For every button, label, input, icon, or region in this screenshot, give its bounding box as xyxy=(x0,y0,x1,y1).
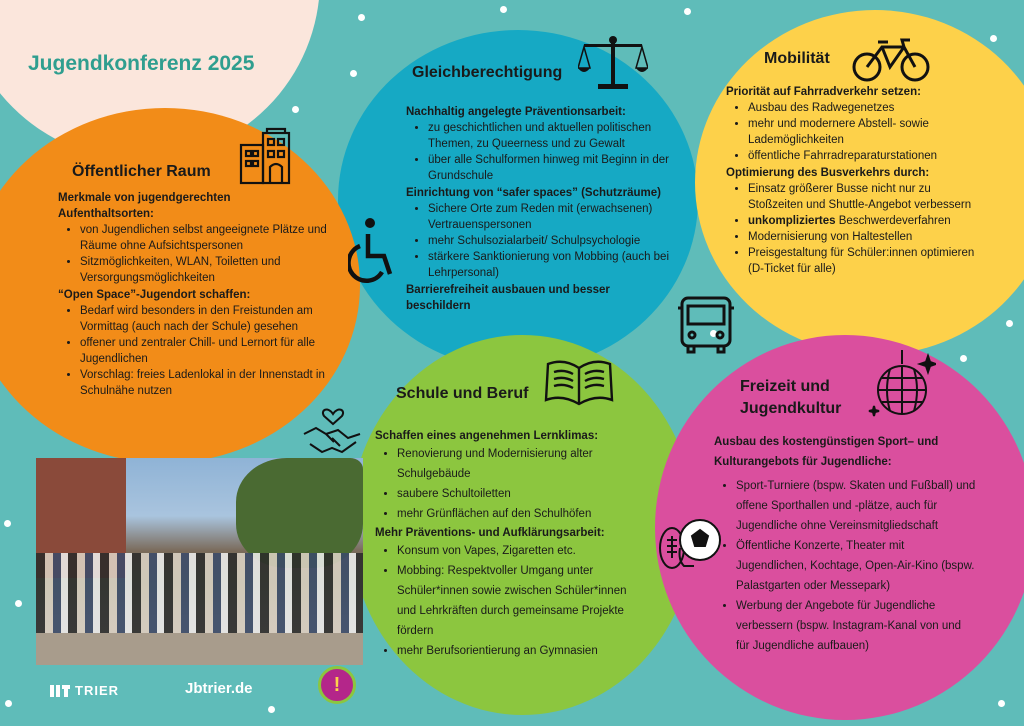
jugendbeirat-badge xyxy=(318,666,356,704)
dot xyxy=(358,14,365,21)
heading: Mehr Präventions- und Aufklärungsarbeit: xyxy=(375,527,605,539)
list-item: • Werbung der Angebote für Jugendliche verbessern (bspw. Instagram-Kanal von und für Jugendliche aufbauen) xyxy=(736,596,976,656)
trier-logo-mark-icon xyxy=(50,685,70,697)
panel-mobilitaet xyxy=(726,84,988,278)
trier-logo-text: TRIER xyxy=(75,683,119,698)
heading: Merkmale von jugendgerechten Aufenthaltsorten: xyxy=(58,192,231,220)
panel-gleichberechtigung xyxy=(406,104,698,314)
heading: Barrierefreiheit ausbauen und besser beschildern xyxy=(406,284,610,312)
list-item: • öffentliche Fahrradreparaturstationen xyxy=(748,148,988,164)
handshake-icon xyxy=(302,400,364,456)
list-item: • Sport-Turniere (bspw. Skaten und Fußball) und offene Sporthallen und -plätze, auch für Jugendliche ohne Vereinsmitgliedschaft xyxy=(736,476,976,536)
list-item: • Einsatz größerer Busse nicht nur zu Stoßzeiten und Shuttle-Angebot verbessern xyxy=(748,181,988,213)
heading: Ausbau des kostengünstigen Sport– und Kulturangebots für Jugendliche: xyxy=(714,436,939,468)
heading: Schaffen eines angenehmen Lernklimas: xyxy=(375,430,599,442)
list-item: • mehr Grünflächen auf den Schulhöfen xyxy=(397,504,643,524)
list-item: • Ausbau des Radwegenetzes xyxy=(748,100,988,116)
list xyxy=(58,222,362,286)
bold-text: unkompliziertes xyxy=(748,215,836,227)
list-item: • Bedarf wird besonders in den Freistunden am Vormittag (auch nach der Schule) gesehen xyxy=(80,303,362,335)
tree xyxy=(236,458,363,568)
book-icon xyxy=(542,356,616,410)
sports-balls-icon xyxy=(654,512,722,570)
scales-icon xyxy=(578,34,648,92)
dot xyxy=(998,700,1005,707)
list-item: • Vorschlag: freies Ladenlokal in der Innenstadt in Schulnähe nutzen xyxy=(80,367,362,399)
list-item: • saubere Schultoiletten xyxy=(397,484,643,504)
page-title: Jugendkonferenz 2025 xyxy=(28,52,255,75)
dot xyxy=(1006,320,1013,327)
list xyxy=(375,541,643,661)
heading: Priorität auf Fahrradverkehr setzen: xyxy=(726,86,921,98)
wheelchair-icon xyxy=(348,216,398,288)
dot xyxy=(684,8,691,15)
group-photo xyxy=(36,458,363,665)
dot xyxy=(990,35,997,42)
crowd xyxy=(36,553,363,633)
list-item: • Mobbing: Respektvoller Umgang unter Schüler*innen sowie zwischen Schüler*innen und Lehrkräften durch gemeinsame Projekte fördern xyxy=(397,561,643,641)
ground xyxy=(36,633,363,665)
list-item: • von Jugendlichen selbst angeeignete Plätze und Räume ohne Aufsichtspersonen xyxy=(80,222,362,254)
list xyxy=(406,201,698,281)
heading: Optimierung des Busverkehrs durch: xyxy=(726,167,930,179)
section-title-oeffentlicher-raum: Öffentlicher Raum xyxy=(72,163,211,180)
panel-oeffentlicher-raum xyxy=(58,190,358,400)
list xyxy=(406,120,698,184)
dot xyxy=(4,520,11,527)
bus-icon xyxy=(674,294,738,356)
dot xyxy=(500,6,507,13)
dot xyxy=(292,106,299,113)
list xyxy=(726,181,988,277)
list-item: • Preisgestaltung für Schüler:innen optimieren (D-Ticket für alle) xyxy=(748,245,988,277)
panel-schule-beruf xyxy=(375,428,643,662)
list-item: • Sitzmöglichkeiten, WLAN, Toiletten und Versorgungsmöglichkeiten xyxy=(80,254,362,286)
section-title-schule-beruf: Schule und Beruf xyxy=(396,385,529,402)
section-title-gleichberechtigung: Gleichberechtigung xyxy=(412,64,563,81)
buildings-icon xyxy=(237,127,295,185)
bicycle-icon xyxy=(852,38,930,82)
list-item: • Renovierung und Modernisierung alter Schulgebäude xyxy=(397,444,643,484)
heading: Einrichtung von “safer spaces” (Schutzräume) xyxy=(406,187,661,199)
section-title-mobilitaet: Mobilität xyxy=(764,50,830,67)
heading: “Open Space”-Jugendort schaffen: xyxy=(58,289,251,301)
list-item: • mehr Berufsorientierung an Gymnasien xyxy=(397,641,643,661)
list xyxy=(58,303,362,399)
list-item: • zu geschichtlichen und aktuellen politischen Themen, zu Queerness und zu Gewalt xyxy=(428,120,698,152)
dot xyxy=(15,600,22,607)
list-item: • mehr und modernere Abstell- sowie Lademöglichkeiten xyxy=(748,116,988,148)
panel-freizeit xyxy=(714,432,976,657)
section-title-freizeit: Freizeit und Jugendkultur xyxy=(740,378,842,417)
badge-mark: ! xyxy=(333,673,341,696)
list-item: • über alle Schulformen hinweg mit Beginn in der Grundschule xyxy=(428,152,698,184)
list-item: • mehr Schulsozialarbeit/ Schulpsychologie xyxy=(428,233,698,249)
list xyxy=(375,444,643,524)
list xyxy=(726,100,988,164)
dot xyxy=(350,70,357,77)
list-item-text: Beschwerdeverfahren xyxy=(835,215,951,227)
list-item: • Sichere Orte zum Reden mit (erwachsenen) Vertrauenspersonen xyxy=(428,201,698,233)
list-item: • stärkere Sanktionierung von Mobbing (auch bei Lehrpersonal) xyxy=(428,249,698,281)
list-item: • Konsum von Vapes, Zigaretten etc. xyxy=(397,541,643,561)
dot xyxy=(268,706,275,713)
dot xyxy=(960,355,967,362)
dot xyxy=(5,700,12,707)
list-item: • Öffentliche Konzerte, Theater mit Jugendlichen, Kochtage, Open-Air-Kino (bspw. Palastgarten oder Messepark) xyxy=(736,536,976,596)
disco-ball-icon xyxy=(868,350,936,418)
list xyxy=(714,476,976,656)
list-item xyxy=(748,213,988,229)
list-item: • Modernisierung von Haltestellen xyxy=(748,229,988,245)
list-item: • offener und zentraler Chill- und Lernort für alle Jugendlichen xyxy=(80,335,325,367)
heading: Nachhaltig angelegte Präventionsarbeit: xyxy=(406,106,626,118)
website-link[interactable]: Jbtrier.de xyxy=(185,680,253,697)
trier-logo xyxy=(50,683,119,698)
